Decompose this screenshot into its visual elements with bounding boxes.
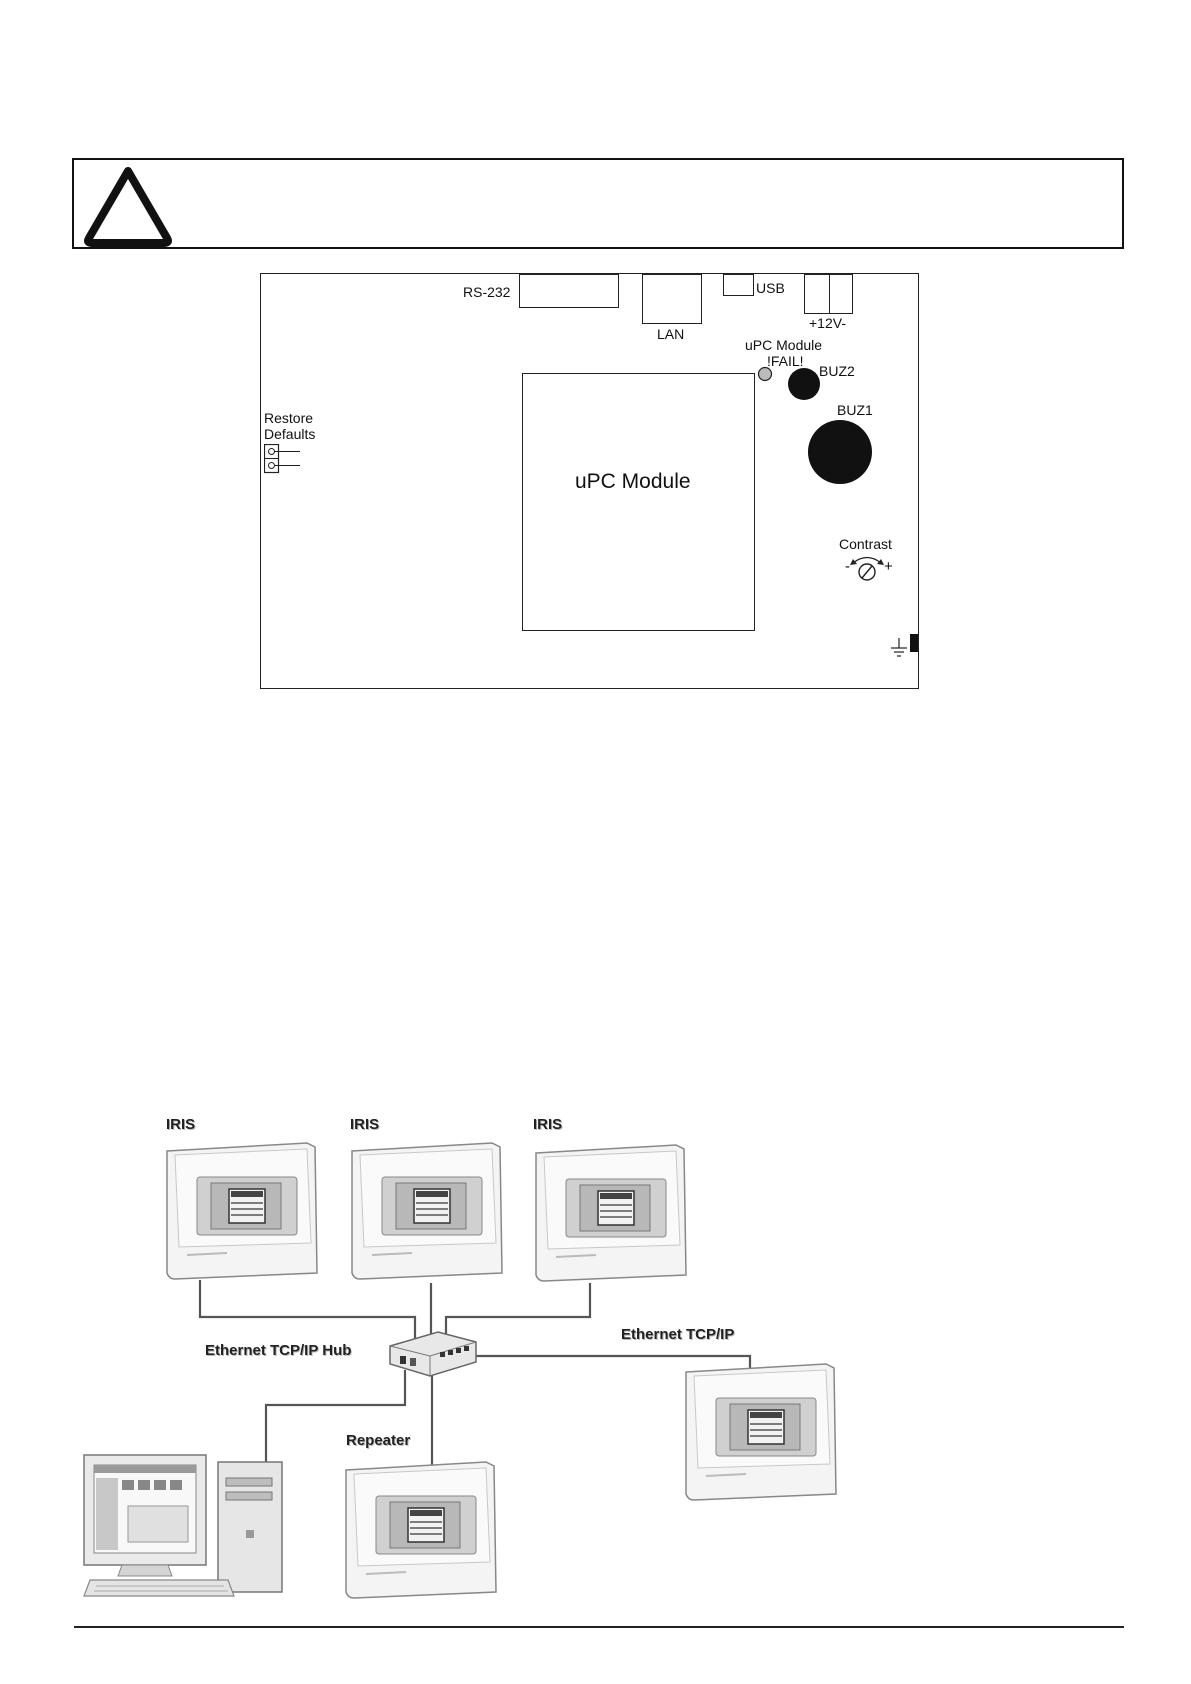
restore-label-line1: Restore — [264, 410, 314, 426]
iris-label-1: IRIS — [166, 1116, 196, 1133]
lan-label: LAN — [657, 326, 685, 342]
network-cables — [200, 1280, 750, 1467]
contrast-plus-label: + — [884, 558, 893, 575]
restore-label-line2: Defaults — [264, 426, 316, 442]
contrast-label: Contrast — [839, 536, 892, 552]
iris-panel-3 — [536, 1145, 686, 1281]
usb-label: USB — [756, 280, 785, 296]
ethernet-panel — [686, 1364, 836, 1500]
hub-label: Ethernet TCP/IP Hub — [205, 1342, 352, 1359]
iris-panel-2 — [352, 1143, 502, 1279]
upc-module-title: uPC Module — [575, 470, 691, 493]
iris-label-2: IRIS — [350, 1116, 380, 1133]
buz1-label: BUZ1 — [837, 402, 873, 418]
footer-rule — [74, 1626, 1124, 1628]
computer-icon — [84, 1455, 282, 1596]
repeater-panel — [346, 1462, 496, 1598]
buz2-label: BUZ2 — [819, 363, 855, 379]
iris-panel-1 — [167, 1143, 317, 1279]
iris-label-3: IRIS — [533, 1116, 563, 1133]
fail-led-label-line2: !FAIL! — [767, 353, 804, 369]
fail-led-label-line1: uPC Module — [745, 337, 823, 353]
power-label: +12V- — [809, 315, 846, 331]
ethernet-label: Ethernet TCP/IP — [621, 1326, 735, 1343]
contrast-minus-label: - — [845, 558, 850, 575]
repeater-label: Repeater — [346, 1432, 411, 1449]
rs232-label: RS-232 — [463, 284, 511, 300]
ethernet-hub-icon — [390, 1332, 476, 1376]
